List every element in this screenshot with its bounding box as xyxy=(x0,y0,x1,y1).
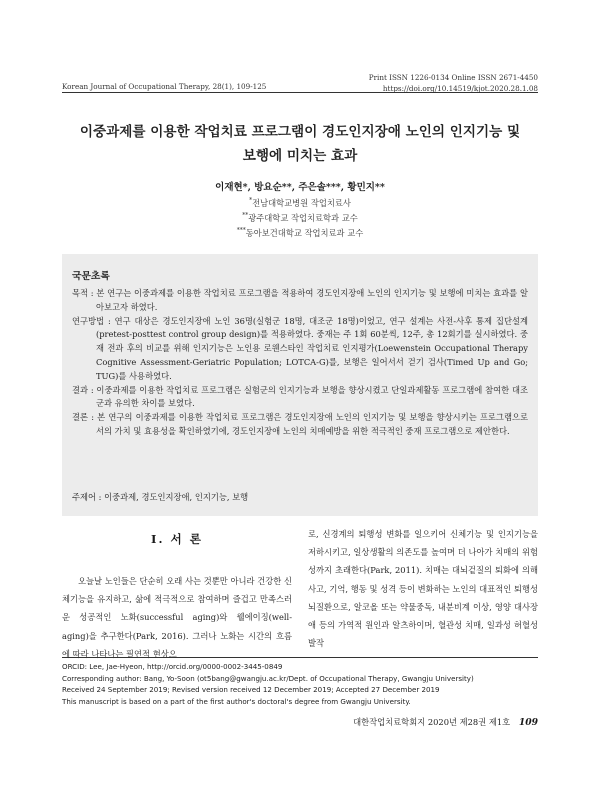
abstract-body xyxy=(72,287,528,439)
affiliation-text: 동아보건대학교 작업치료과 교수 xyxy=(245,228,364,238)
doi-link[interactable]: https://doi.org/10.14519/kjot.2020.28.1.08 xyxy=(382,84,538,93)
keywords: 주제어 : 이중과제, 경도인지장애, 인지기능, 보행 xyxy=(72,492,249,502)
issn-text: Print ISSN 1226-0134 Online ISSN 2671-4450 xyxy=(368,73,538,82)
affiliation-1 xyxy=(62,197,538,209)
section-title: Ⅰ. 서 론 xyxy=(151,532,203,546)
journal-citation: Korean Journal of Occupational Therapy, 28(1), 109-125 xyxy=(62,82,267,91)
title-line-1: 이중과제를 이용한 작업치료 프로그램이 경도인지장애 노인의 인지기능 및 xyxy=(79,124,521,140)
footnote-orcid: ORCID: Lee, Jae-Hyeon, http://orcid.org/0000-0002-3445-0849 xyxy=(62,662,283,671)
abstract-results: 결과 : 이중과제를 이용한 작업치료 프로그램은 실험군의 인지기능과 보행을 향상시켰고 단일과제활동 프로그램에 참여한 대조군과 유의한 차이를 보였다. xyxy=(72,384,528,409)
page-number: 109 xyxy=(518,717,538,728)
affiliation-text: 전남대학교병원 작업치료사 xyxy=(252,198,351,208)
body-text-left-column: 오늘날 노인들은 단순히 오래 사는 것뿐만 아니라 건강한 신체기능을 유지하고, 삶에 적극적으로 참여하며 즐겁고 만족스러운 성공적인 노화(successful aging)와 웰에이징(well-aging)을 추구한다(Park, 2016). 그러나 노화는 시간의 흐름에 따라 나타나는 필연적 현상으 xyxy=(62,576,292,659)
abstract-purpose: 목적 : 본 연구는 이중과제를 이용한 작업치료 프로그램을 적용하여 경도인지장애 노인의 인지기능 및 보행에 미치는 효과를 알아보고자 하였다. xyxy=(72,288,528,312)
paper-title xyxy=(62,120,538,168)
footnote-dates: Received 24 September 2019; Revised version received 12 December 2019; Accepted 27 December 2019 xyxy=(62,685,440,694)
footer-journal-issue: 대한작업치료학회지 2020년 제28권 제1호 xyxy=(353,717,511,727)
affiliation-2 xyxy=(62,212,538,224)
affiliation-mark: *** xyxy=(236,227,246,235)
issn-doi-block xyxy=(369,72,538,94)
affiliation-text: 광주대학교 작업치료학과 교수 xyxy=(248,213,358,223)
affiliation-mark: * xyxy=(249,197,253,205)
footnote-rule xyxy=(62,657,538,658)
affiliation-3 xyxy=(62,227,538,239)
footnotes xyxy=(62,661,538,707)
affiliation-mark: ** xyxy=(242,212,249,220)
abstract-heading: 국문초록 xyxy=(72,271,110,282)
header-rule xyxy=(62,92,538,93)
footnote-manuscript-note: This manuscript is based on a part of the first author's doctoral's degree from Gwangju University. xyxy=(62,696,411,706)
abstract-methods: 연구방법 : 연구 대상은 경도인지장애 노인 36명(실험군 18명, 대조군 18명)이었고, 연구 설계는 사전-사후 통제 집단설계(pretest-posttest control group design)를 적용하였다. 중재는 주 1회 60분씩, 12주, 총 12회기를 실시하였다. 중재 전과 후의 비교를 위해 인지기능은 노인용 로웬스타인 작업치료 인지평가(Loewenstein Occupational Therapy Cognitive Assessment-Geriatric Population; LOTCA-G)를, 보행은 일어서서 걷기 검사(Timed Up and Go; TUG)를 사용하였다. xyxy=(72,315,528,381)
title-line-2: 보행에 미치는 효과 xyxy=(242,148,358,164)
abstract-conclusion: 결론 : 본 연구의 이중과제를 이용한 작업치료 프로그램은 경도인지장애 노인의 인지기능 및 보행을 향상시키는 프로그램으로서의 가치 및 효용성을 확인하였기에, 경도인지장애 노인의 치매예방을 위한 적극적인 중재 프로그램으로 제안한다. xyxy=(72,412,528,436)
author-list: 이재현*, 방요순**, 주은솔***, 황민지** xyxy=(215,182,385,193)
page-footer xyxy=(353,716,538,728)
footnote-corresponding-author: Corresponding author: Bang, Yo-Soon (ot5bang@gwangju.ac.kr/Dept. of Occupational Therapy, Gwangju University) xyxy=(62,673,474,683)
body-text-right-column: 로, 신경계의 퇴행성 변화를 일으키어 신체기능 및 인지기능을 저하시키고, 일상생활의 의존도를 높여며 더 나아가 치매의 위험성까지 초래한다(Park, 2011). 치매는 대뇌겉질의 퇴화에 의해 사고, 기억, 행동 및 성격 등이 변화하는 노인의 대표적인 퇴행성 뇌질환으로, 알코올 또는 약물중독, 내분비계 이상, 영양 대사장애 등의 가역적 원인과 알츠하이머, 혈관성 치매, 일과성 허혈성 발작 xyxy=(308,529,538,649)
